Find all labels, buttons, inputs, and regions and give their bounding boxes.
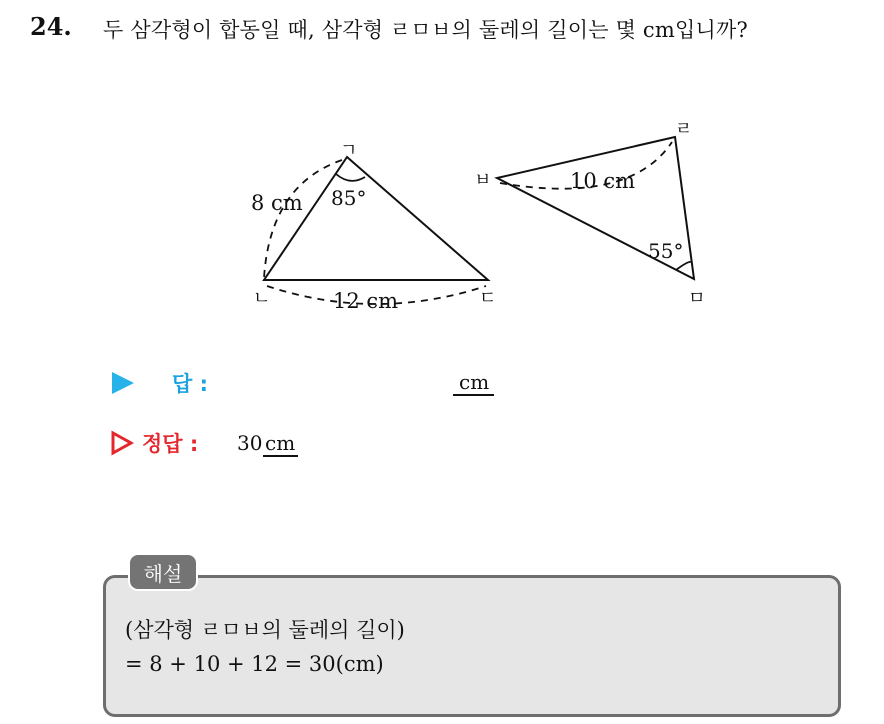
left-triangle: [264, 157, 488, 280]
congruent-triangles-figure: [0, 0, 884, 340]
question-number: 24.: [30, 12, 72, 41]
left-side-8cm-dashed-arc: [264, 160, 342, 278]
explanation-box: [103, 575, 841, 717]
vertex-label-nieun: ㄴ: [253, 288, 271, 309]
correct-answer-label: 정답 :: [142, 432, 199, 456]
angle-label-85: 85°: [331, 186, 367, 210]
question-text: 두 삼각형이 합동일 때, 삼각형 ㄹㅁㅂ의 둘레의 길이는 몇 cm입니까?: [103, 18, 748, 42]
vertex-label-digeut: ㄷ: [479, 288, 497, 309]
explanation-line-2: = 8 + 10 + 12 = 30(cm): [125, 652, 384, 676]
side-label-8cm: 8 cm: [251, 191, 303, 215]
play-triangle-icon: [112, 372, 134, 394]
angle-label-55: 55°: [648, 239, 684, 263]
vertex-label-giyeok: ㄱ: [340, 140, 358, 161]
correct-answer-row: [110, 428, 510, 458]
correct-answer-value: 30: [237, 431, 263, 455]
side-label-10cm: 10 cm: [570, 169, 636, 193]
outline-triangle-icon: [110, 430, 134, 456]
left-angle-arc: [336, 174, 365, 181]
right-angle-arc: [676, 262, 691, 270]
vertex-label-rieul: ㄹ: [675, 119, 693, 140]
answer-row: [110, 368, 510, 398]
explanation-tab: 해설: [128, 553, 198, 591]
vertex-label-mieum: ㅁ: [688, 288, 706, 309]
answer-unit-blank[interactable]: cm: [453, 370, 494, 396]
correct-answer-unit: cm: [263, 431, 298, 457]
side-label-12cm: 12 cm: [333, 289, 399, 313]
vertex-label-bieup: ㅂ: [474, 170, 492, 191]
explanation-line-1: (삼각형 ㄹㅁㅂ의 둘레의 길이): [125, 618, 405, 642]
answer-label: 답 :: [172, 372, 208, 396]
